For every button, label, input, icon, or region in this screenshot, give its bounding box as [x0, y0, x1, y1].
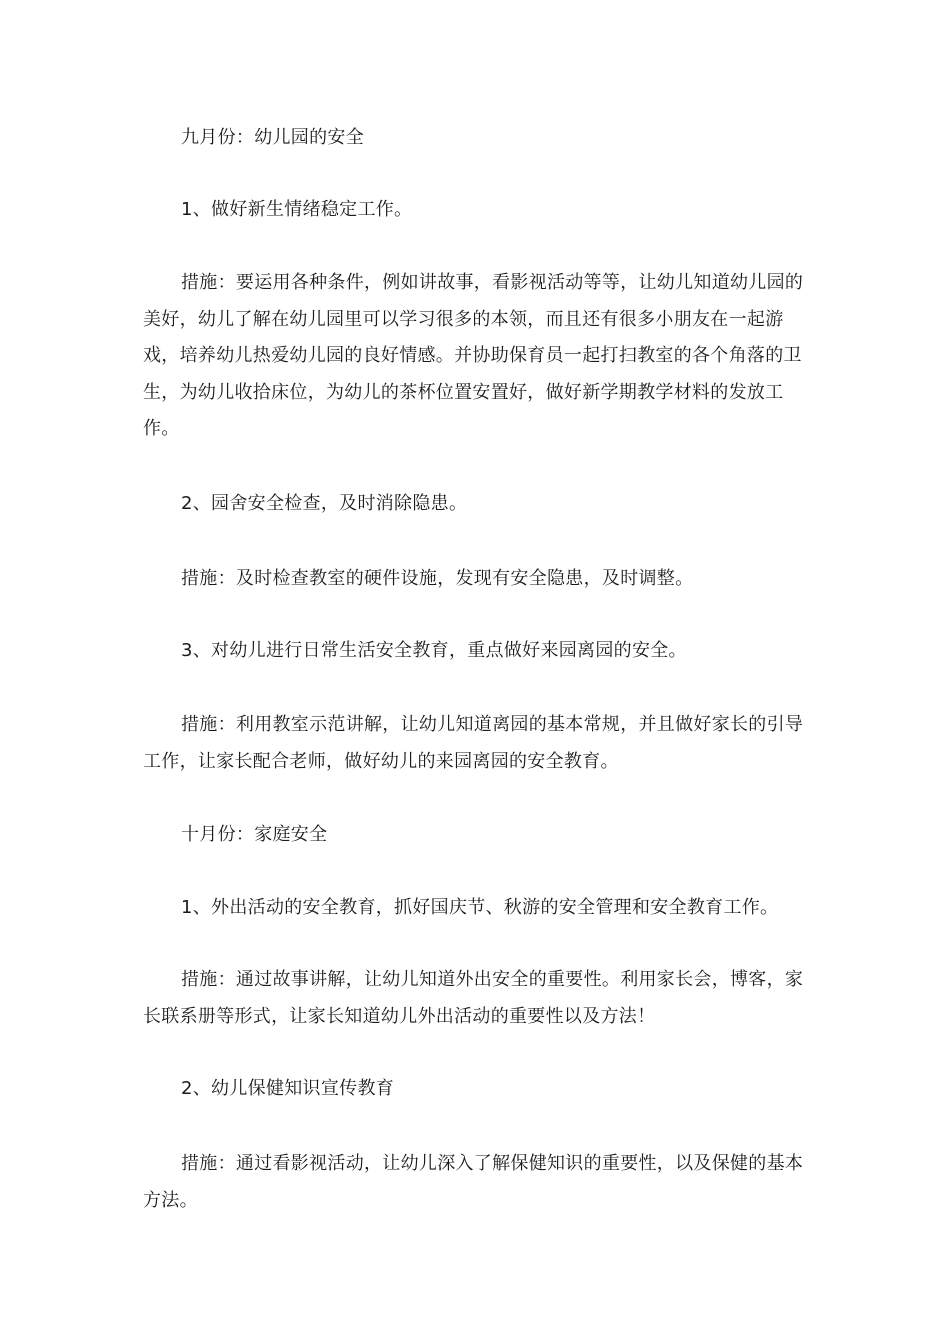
item-heading: 2、幼儿保健知识宣传教育	[181, 1078, 395, 1099]
measure-paragraph: 措施：要运用各种条件，例如讲故事，看影视活动等等，让幼儿知道幼儿园的美好，幼儿了解在幼儿园里可以学习很多的本领，而且还有很多小朋友在一起游戏，培养幼儿热爱幼儿园的良好情感。并协助保育员一起打扫教室的各个角落的卫生，为幼儿收拾床位，为幼儿的茶杯位置安置好，做好新学期教学材料的发放工作。	[143, 272, 804, 439]
item-heading: 3、对幼儿进行日常生活安全教育，重点做好来园离园的安全。	[181, 640, 687, 661]
item-heading: 1、外出活动的安全教育，抓好国庆节、秋游的安全管理和安全教育工作。	[181, 897, 779, 918]
item-heading: 2、园舍安全检查，及时消除隐患。	[181, 493, 468, 514]
section-heading-september: 九月份：幼儿园的安全	[181, 127, 364, 148]
section-heading-october: 十月份：家庭安全	[181, 824, 328, 845]
measure-paragraph: 措施：及时检查教室的硬件设施，发现有安全隐患，及时调整。	[181, 568, 694, 589]
measure-paragraph: 措施：通过故事讲解，让幼儿知道外出安全的重要性。利用家长会，博客，家长联系册等形式，让家长知道幼儿外出活动的重要性以及方法！	[143, 969, 804, 1027]
item-heading: 1、做好新生情绪稳定工作。	[181, 199, 413, 220]
measure-paragraph: 措施：利用教室示范讲解，让幼儿知道离园的基本常规，并且做好家长的引导工作，让家长配合老师，做好幼儿的来园离园的安全教育。	[143, 714, 804, 772]
measure-paragraph: 措施：通过看影视活动，让幼儿深入了解保健知识的重要性，以及保健的基本方法。	[143, 1153, 804, 1211]
